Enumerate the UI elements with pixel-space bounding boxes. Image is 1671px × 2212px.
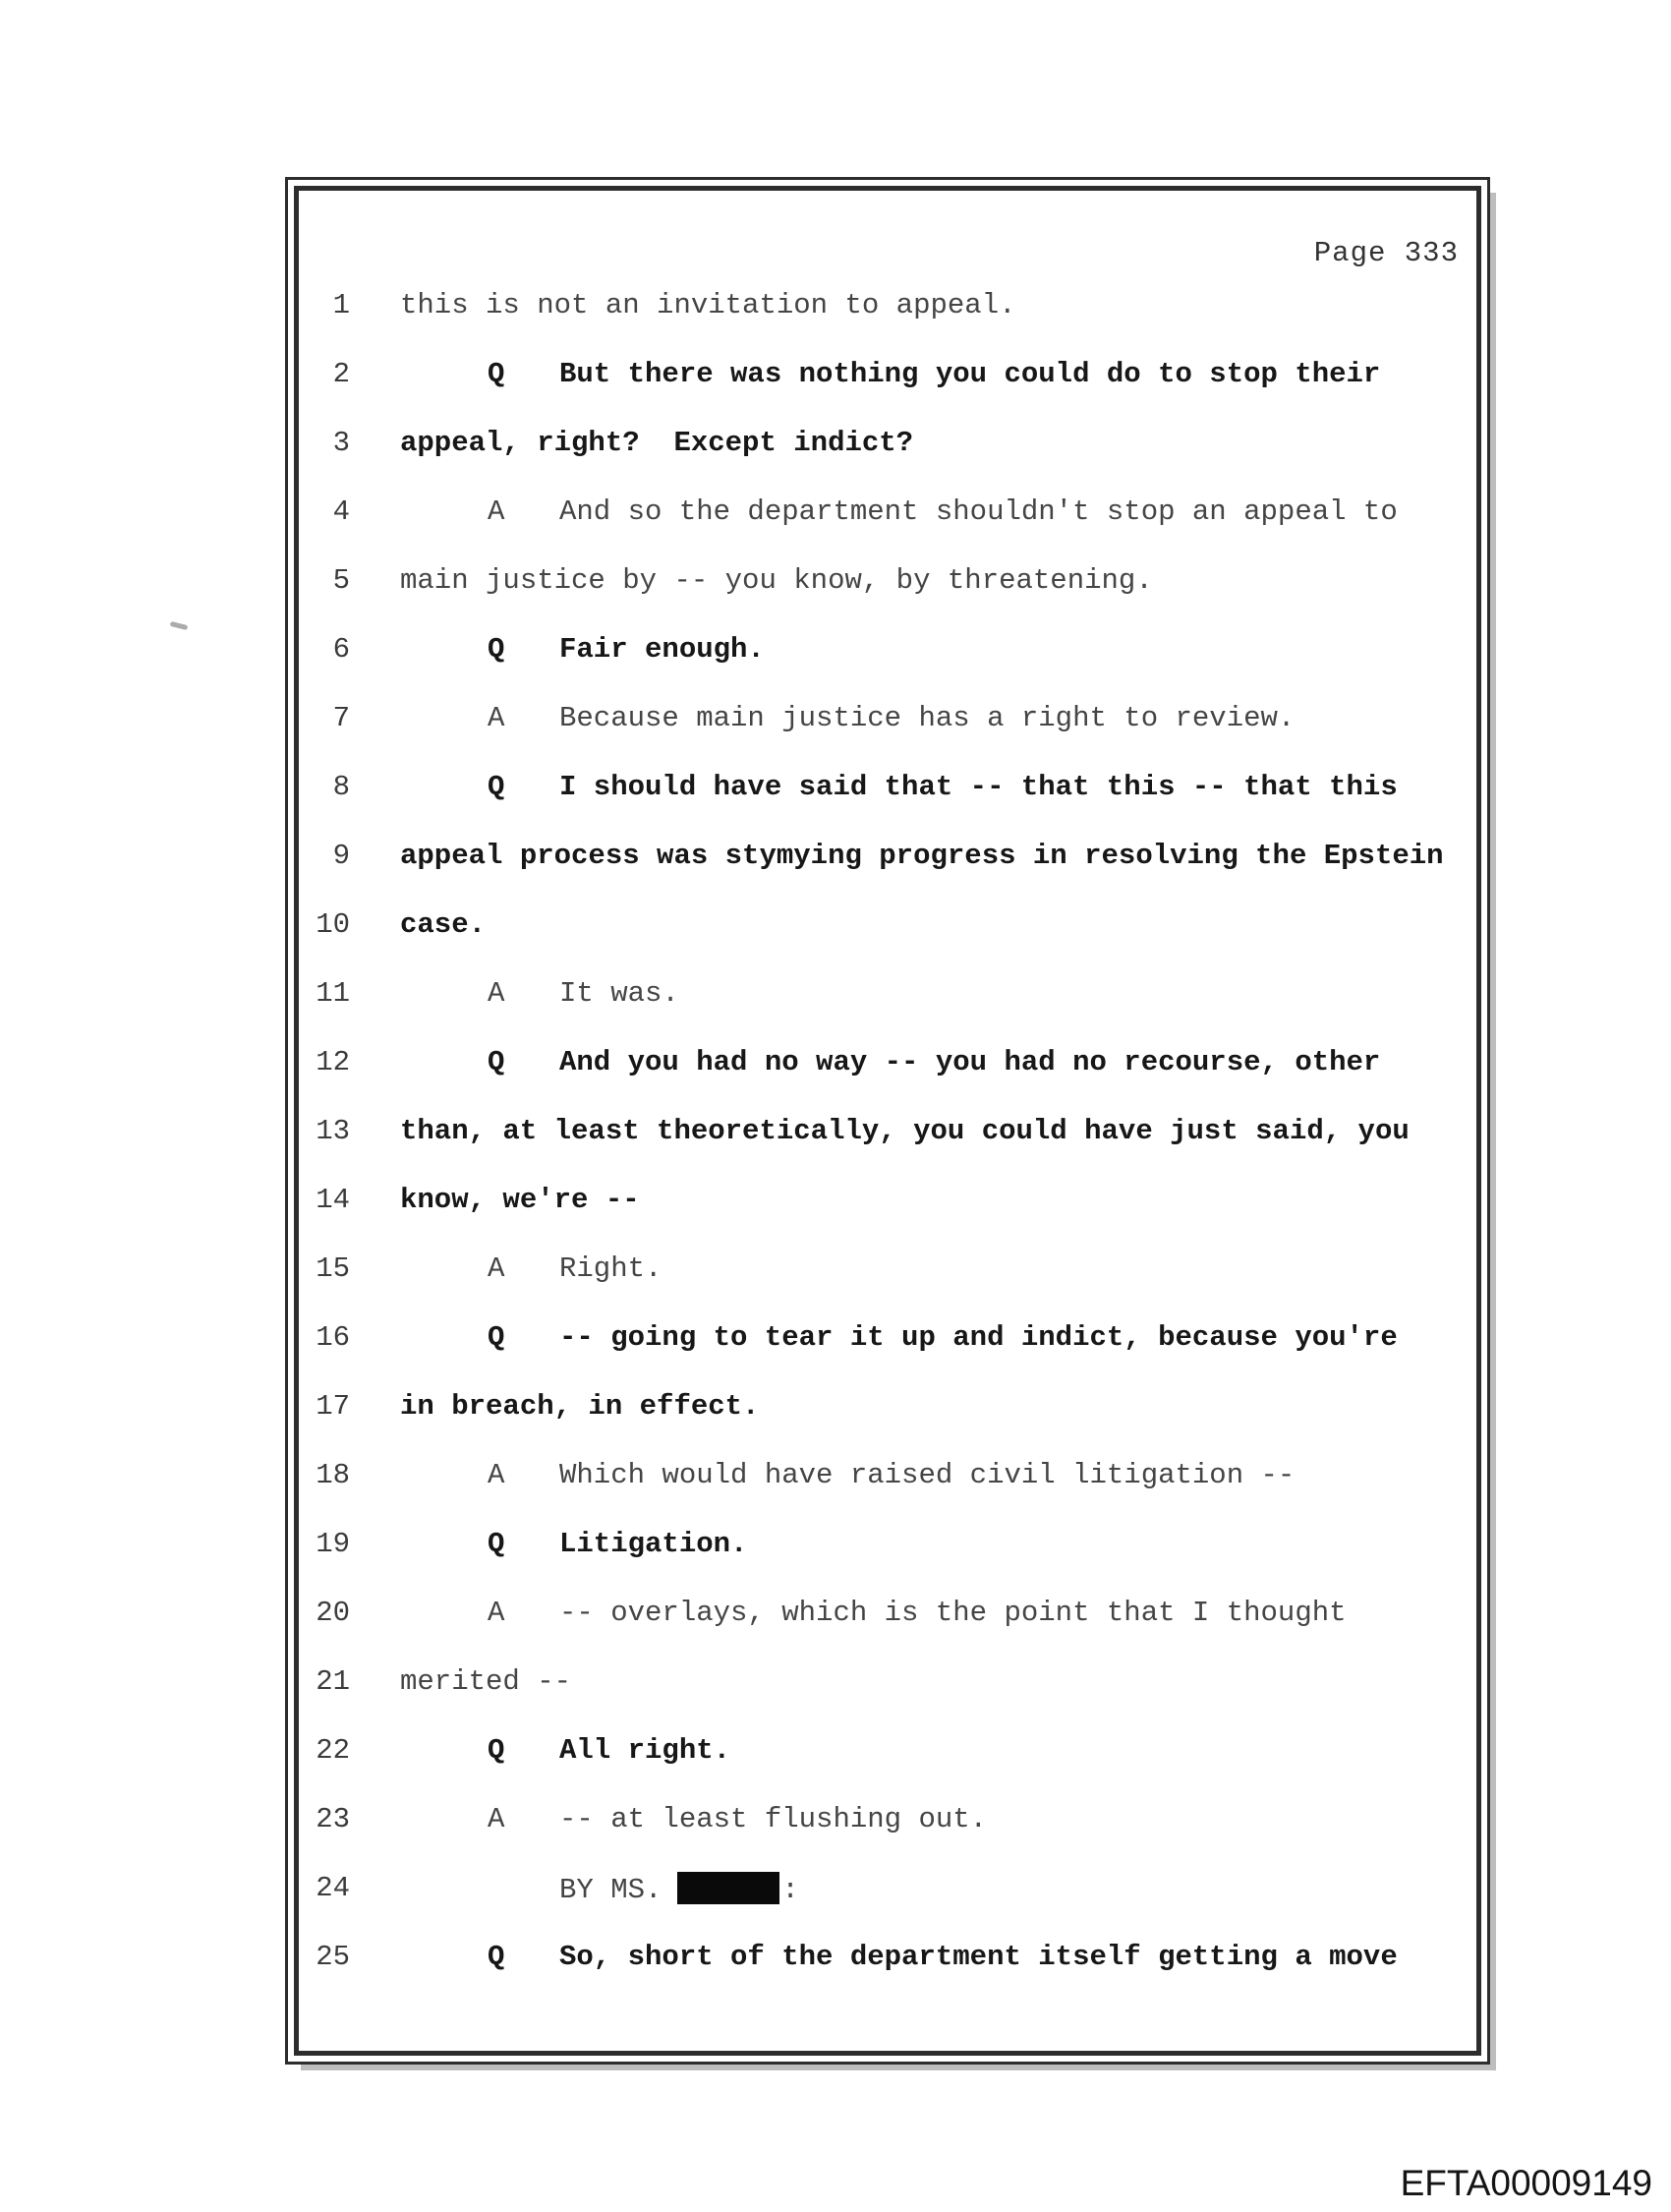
speaker-label: A [488, 495, 505, 528]
transcript-text: Fair enough. [559, 633, 765, 666]
transcript-text: It was. [559, 977, 679, 1010]
transcript-text: case. [400, 908, 487, 941]
transcript-text: main justice by -- you know, by threatening. [400, 564, 1153, 597]
transcript-text: And so the department shouldn't stop an appeal to [559, 495, 1398, 528]
line-number: 23 [316, 1803, 350, 1835]
redaction-box [677, 1872, 779, 1904]
page-inner-border [294, 186, 1481, 2056]
transcript-line [299, 1046, 1476, 1115]
speaker-label: Q [488, 1321, 505, 1354]
transcript-text: merited -- [400, 1665, 572, 1698]
line-number: 17 [316, 1390, 350, 1423]
transcript-line [299, 840, 1476, 908]
speaker-label: Q [488, 633, 505, 666]
transcript-text: And you had no way -- you had no recourse, other [559, 1046, 1381, 1078]
line-number: 14 [316, 1184, 350, 1216]
line-number: 11 [316, 977, 350, 1010]
transcript-line [299, 564, 1476, 633]
line-number: 7 [332, 702, 350, 734]
transcript-line [299, 1252, 1476, 1321]
transcript-line [299, 702, 1476, 771]
line-number: 10 [316, 908, 350, 941]
speaker-label: Q [488, 1046, 505, 1078]
transcript-line [299, 977, 1476, 1046]
line-number: 5 [332, 564, 350, 597]
line-number: 3 [332, 427, 350, 459]
transcript-line [299, 1734, 1476, 1803]
speaker-label: Q [488, 358, 505, 390]
line-number: 1 [332, 289, 350, 321]
transcript-line [299, 1597, 1476, 1665]
transcript-text: know, we're -- [400, 1184, 640, 1216]
scan-artifact-speck [170, 621, 189, 630]
byline-suffix: : [781, 1874, 799, 1906]
transcript-line [299, 1459, 1476, 1528]
transcript-text: appeal process was stymying progress in resolving the Epstein [400, 840, 1444, 872]
page-number-label: Page 333 [1313, 237, 1459, 269]
line-number: 18 [316, 1459, 350, 1491]
line-number: 4 [332, 495, 350, 528]
transcript-line [299, 358, 1476, 427]
transcript-line [299, 633, 1476, 702]
line-number: 24 [316, 1872, 350, 1904]
line-number: 8 [332, 771, 350, 803]
transcript-text: Because main justice has a right to review. [559, 702, 1296, 734]
speaker-label: A [488, 1597, 505, 1629]
speaker-label: Q [488, 1734, 505, 1767]
transcript-text: in breach, in effect. [400, 1390, 760, 1423]
speaker-label: A [488, 1803, 505, 1835]
transcript-text: -- going to tear it up and indict, because you're [559, 1321, 1398, 1354]
transcript-line [299, 289, 1476, 358]
speaker-label: A [488, 1459, 505, 1491]
speaker-label: A [488, 702, 505, 734]
transcript-text: appeal, right? Except indict? [400, 427, 914, 459]
line-number: 9 [332, 840, 350, 872]
transcript-line [299, 908, 1476, 977]
bates-number: EFTA00009149 [1400, 2163, 1652, 2203]
transcript-text: this is not an invitation to appeal. [400, 289, 1016, 321]
transcript-text: -- overlays, which is the point that I thought [559, 1597, 1347, 1629]
line-number: 2 [332, 358, 350, 390]
transcript-line [299, 1528, 1476, 1597]
transcript-line [299, 1390, 1476, 1459]
speaker-label: A [488, 1252, 505, 1285]
transcript-line [299, 771, 1476, 840]
transcript-text: Litigation. [559, 1528, 748, 1560]
transcript-text: I should have said that -- that this -- that this [559, 771, 1398, 803]
transcript-text: -- at least flushing out. [559, 1803, 988, 1835]
line-number: 25 [316, 1941, 350, 1973]
transcript-line [299, 1665, 1476, 1734]
transcript-line [299, 1321, 1476, 1390]
line-number: 16 [316, 1321, 350, 1354]
transcript-text: But there was nothing you could do to stop their [559, 358, 1381, 390]
speaker-label: Q [488, 1528, 505, 1560]
line-number: 15 [316, 1252, 350, 1285]
transcript-line [299, 427, 1476, 495]
transcript-body [299, 289, 1476, 2009]
transcript-line [299, 1872, 1476, 1941]
transcript-line [299, 1941, 1476, 2009]
speaker-label: Q [488, 1941, 505, 1973]
transcript-line [299, 1115, 1476, 1184]
transcript-text: than, at least theoretically, you could have just said, you [400, 1115, 1410, 1147]
speaker-label: Q [488, 771, 505, 803]
line-number: 6 [332, 633, 350, 666]
byline-prefix: BY MS. [559, 1874, 663, 1906]
transcript-text: Right. [559, 1252, 663, 1285]
transcript-line [299, 495, 1476, 564]
line-number: 12 [316, 1046, 350, 1078]
page-border [285, 177, 1490, 2065]
attorney-byline [559, 1872, 799, 1906]
transcript-line [299, 1184, 1476, 1252]
line-number: 13 [316, 1115, 350, 1147]
transcript-line [299, 1803, 1476, 1872]
transcript-text: So, short of the department itself getting a move [559, 1941, 1398, 1973]
line-number: 22 [316, 1734, 350, 1767]
line-number: 21 [316, 1665, 350, 1698]
line-number: 19 [316, 1528, 350, 1560]
speaker-label: A [488, 977, 505, 1010]
transcript-text: All right. [559, 1734, 731, 1767]
transcript-text: Which would have raised civil litigation -- [559, 1459, 1296, 1491]
line-number: 20 [316, 1597, 350, 1629]
